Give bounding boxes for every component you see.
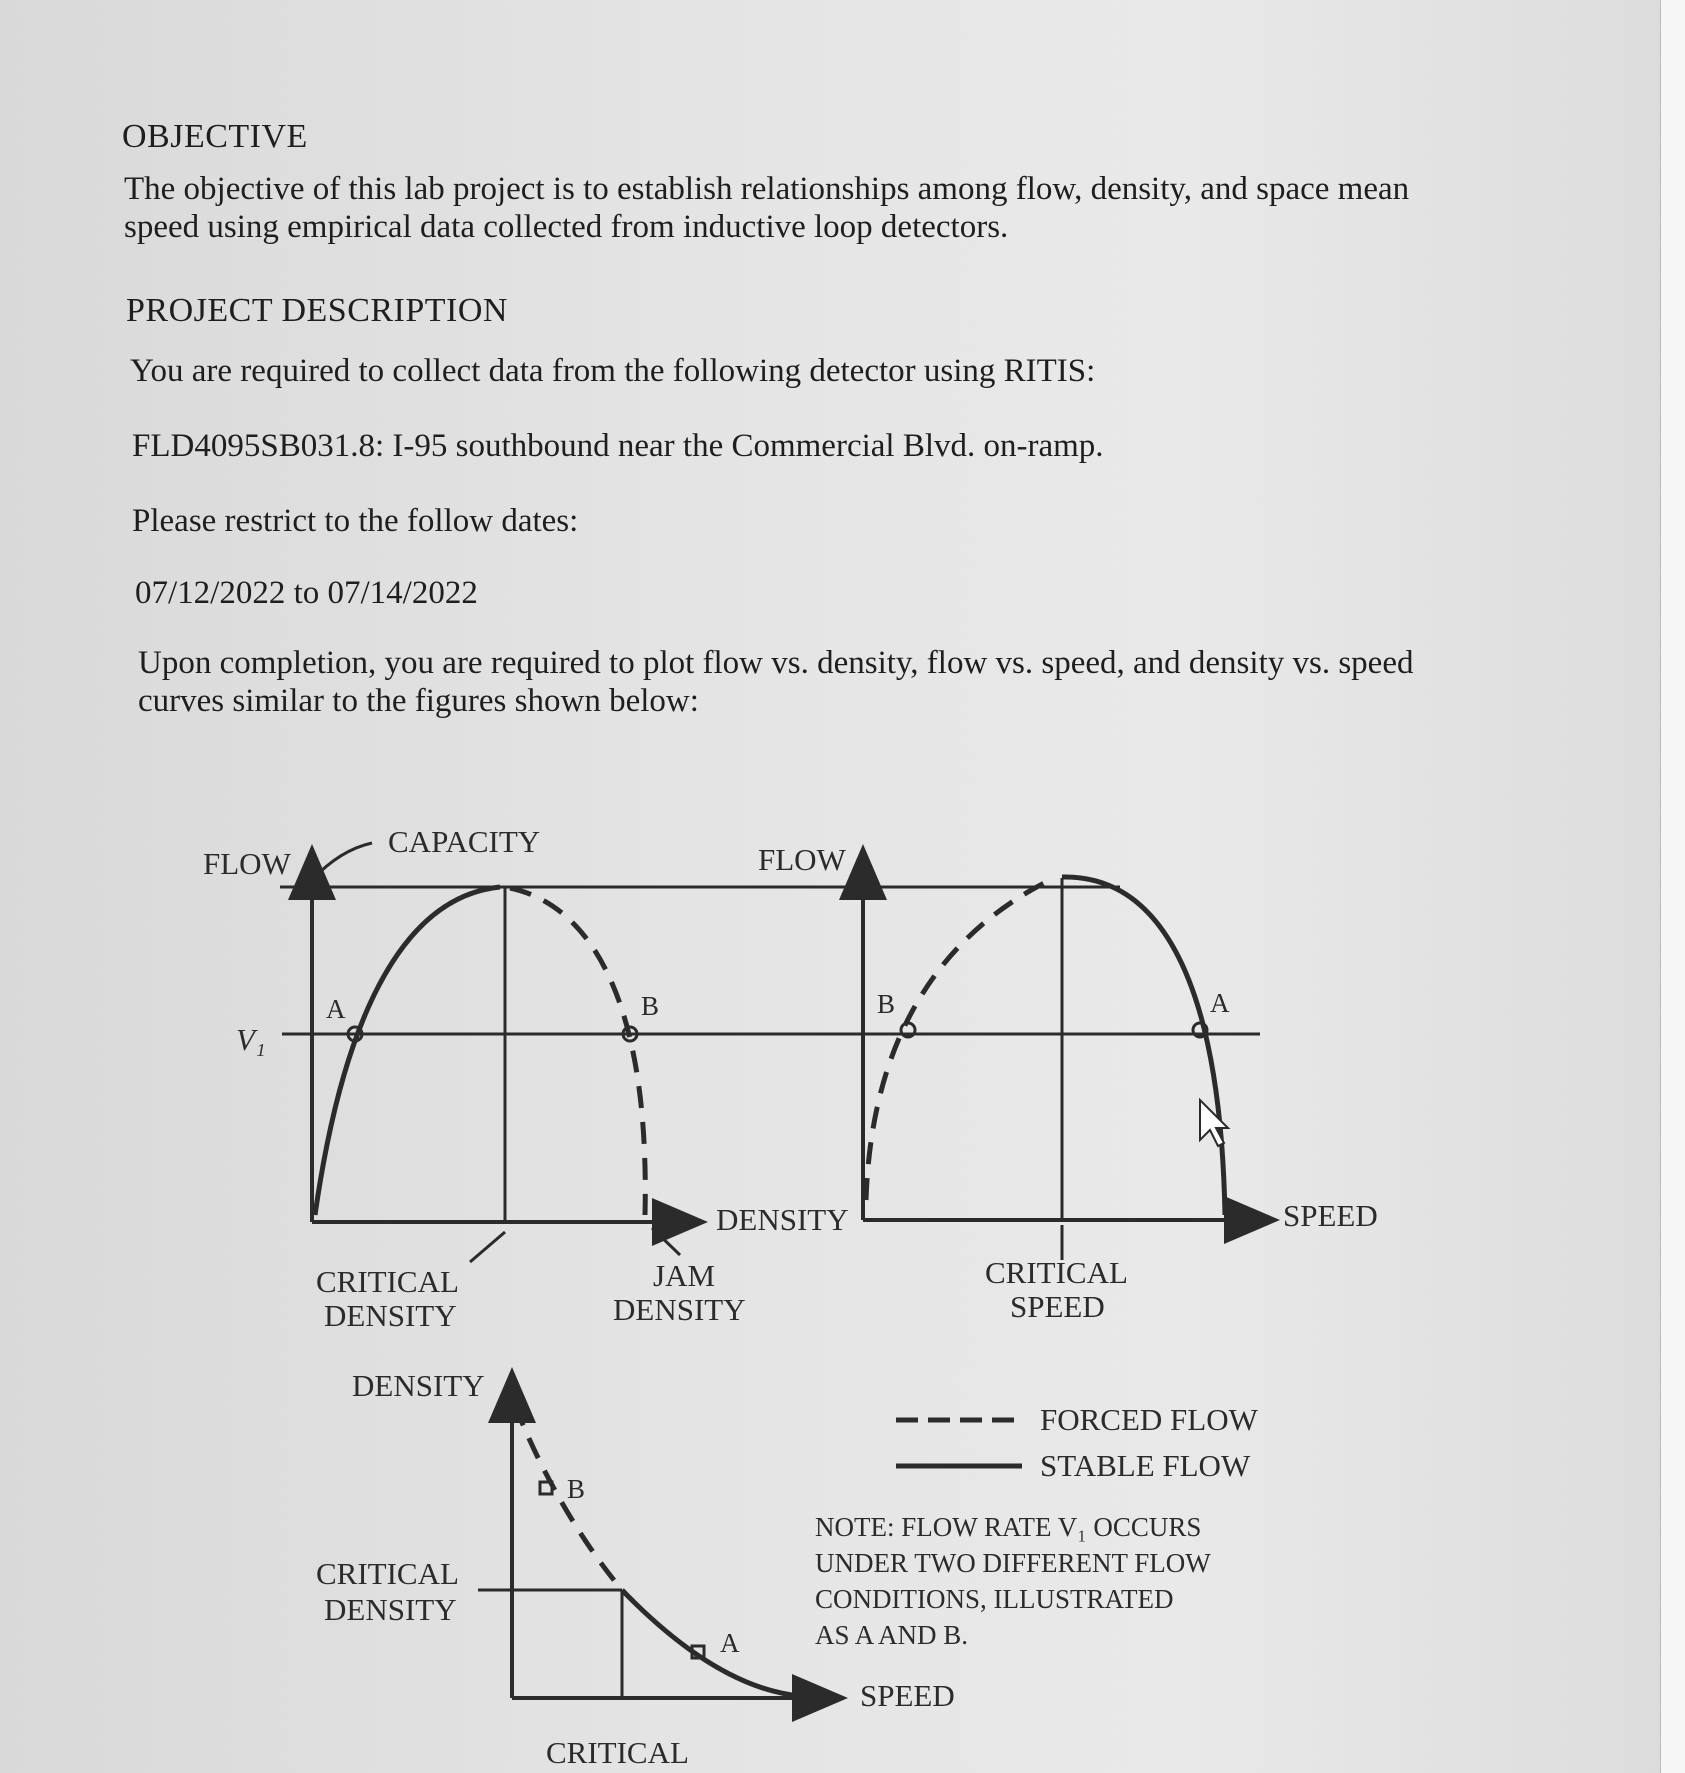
flow-density-chart xyxy=(280,843,1260,1262)
jam-density-label-2: DENSITY xyxy=(613,1292,746,1327)
fd-point-b-label: B xyxy=(641,991,660,1021)
density-speed-x-label: SPEED xyxy=(860,1678,955,1713)
ds-stable-flow-curve xyxy=(622,1590,800,1696)
flow-speed-x-label: SPEED xyxy=(1283,1198,1378,1233)
ds-critical-density-label-2: DENSITY xyxy=(324,1592,457,1627)
objective-text: The objective of this lab project is to establish relationships among flow, density, and space mean speed using empirical data collected from inductive loop detectors. xyxy=(124,171,1410,245)
jam-density-pointer xyxy=(652,1228,680,1255)
critical-density-label-2: DENSITY xyxy=(324,1298,457,1333)
objective-heading: OBJECTIVE xyxy=(122,118,308,155)
fd-point-a-label: A xyxy=(326,994,346,1024)
v1-label: V₁ xyxy=(236,1022,266,1057)
fs-stable-flow-curve xyxy=(1062,877,1225,1215)
flow-speed-chart xyxy=(863,852,1272,1260)
jam-density-label-1: JAM xyxy=(653,1258,716,1293)
mouse-cursor-icon xyxy=(1200,1100,1228,1146)
ds-critical-speed-label: CRITICAL xyxy=(546,1735,689,1770)
fs-forced-flow-curve xyxy=(866,880,1050,1200)
critical-density-pointer xyxy=(470,1232,505,1262)
capacity-pointer xyxy=(312,843,372,880)
flow-speed-y-label: FLOW xyxy=(758,842,846,877)
critical-speed-label-1: CRITICAL xyxy=(985,1255,1128,1290)
detector-line: FLD4095SB031.8: I-95 southbound near the Commercial Blvd. on-ramp. xyxy=(132,428,1104,464)
note-line-4: AS A AND B. xyxy=(815,1620,969,1650)
note-line-2: UNDER TWO DIFFERENT FLOW xyxy=(815,1548,1211,1578)
capacity-label: CAPACITY xyxy=(388,824,541,859)
fs-point-b-label: B xyxy=(877,989,896,1019)
legend-forced-label: FORCED FLOW xyxy=(1040,1402,1258,1437)
forced-flow-curve xyxy=(510,888,645,1215)
ds-point-a-label: A xyxy=(720,1628,740,1658)
critical-speed-label-2: SPEED xyxy=(1010,1289,1105,1324)
flow-density-x-label: DENSITY xyxy=(716,1202,849,1237)
ds-critical-density-label-1: CRITICAL xyxy=(316,1556,459,1591)
dates-intro: Please restrict to the follow dates: xyxy=(132,503,579,539)
note-line-1: NOTE: FLOW RATE V₁ OCCURS xyxy=(815,1512,1202,1542)
ds-point-b-label: B xyxy=(567,1474,586,1504)
critical-density-label-1: CRITICAL xyxy=(316,1264,459,1299)
figure-legend xyxy=(896,1420,1022,1466)
page-edge xyxy=(1660,0,1685,1773)
legend-stable-label: STABLE FLOW xyxy=(1040,1448,1251,1483)
stable-flow-curve xyxy=(315,887,500,1215)
project-instruction: You are required to collect data from the following detector using RITIS: xyxy=(130,353,1096,389)
note-line-3: CONDITIONS, ILLUSTRATED xyxy=(815,1584,1174,1614)
project-heading: PROJECT DESCRIPTION xyxy=(126,292,508,329)
flow-density-y-label: FLOW xyxy=(203,846,291,881)
density-speed-y-label: DENSITY xyxy=(352,1368,485,1403)
completion-text: Upon completion, you are required to plot flow vs. density, flow vs. speed, and density vs. speed curves similar to the figures shown below: xyxy=(138,645,1414,719)
fs-point-a-label: A xyxy=(1210,988,1230,1018)
density-speed-chart xyxy=(478,1375,840,1698)
dates-value: 07/12/2022 to 07/14/2022 xyxy=(135,575,478,611)
